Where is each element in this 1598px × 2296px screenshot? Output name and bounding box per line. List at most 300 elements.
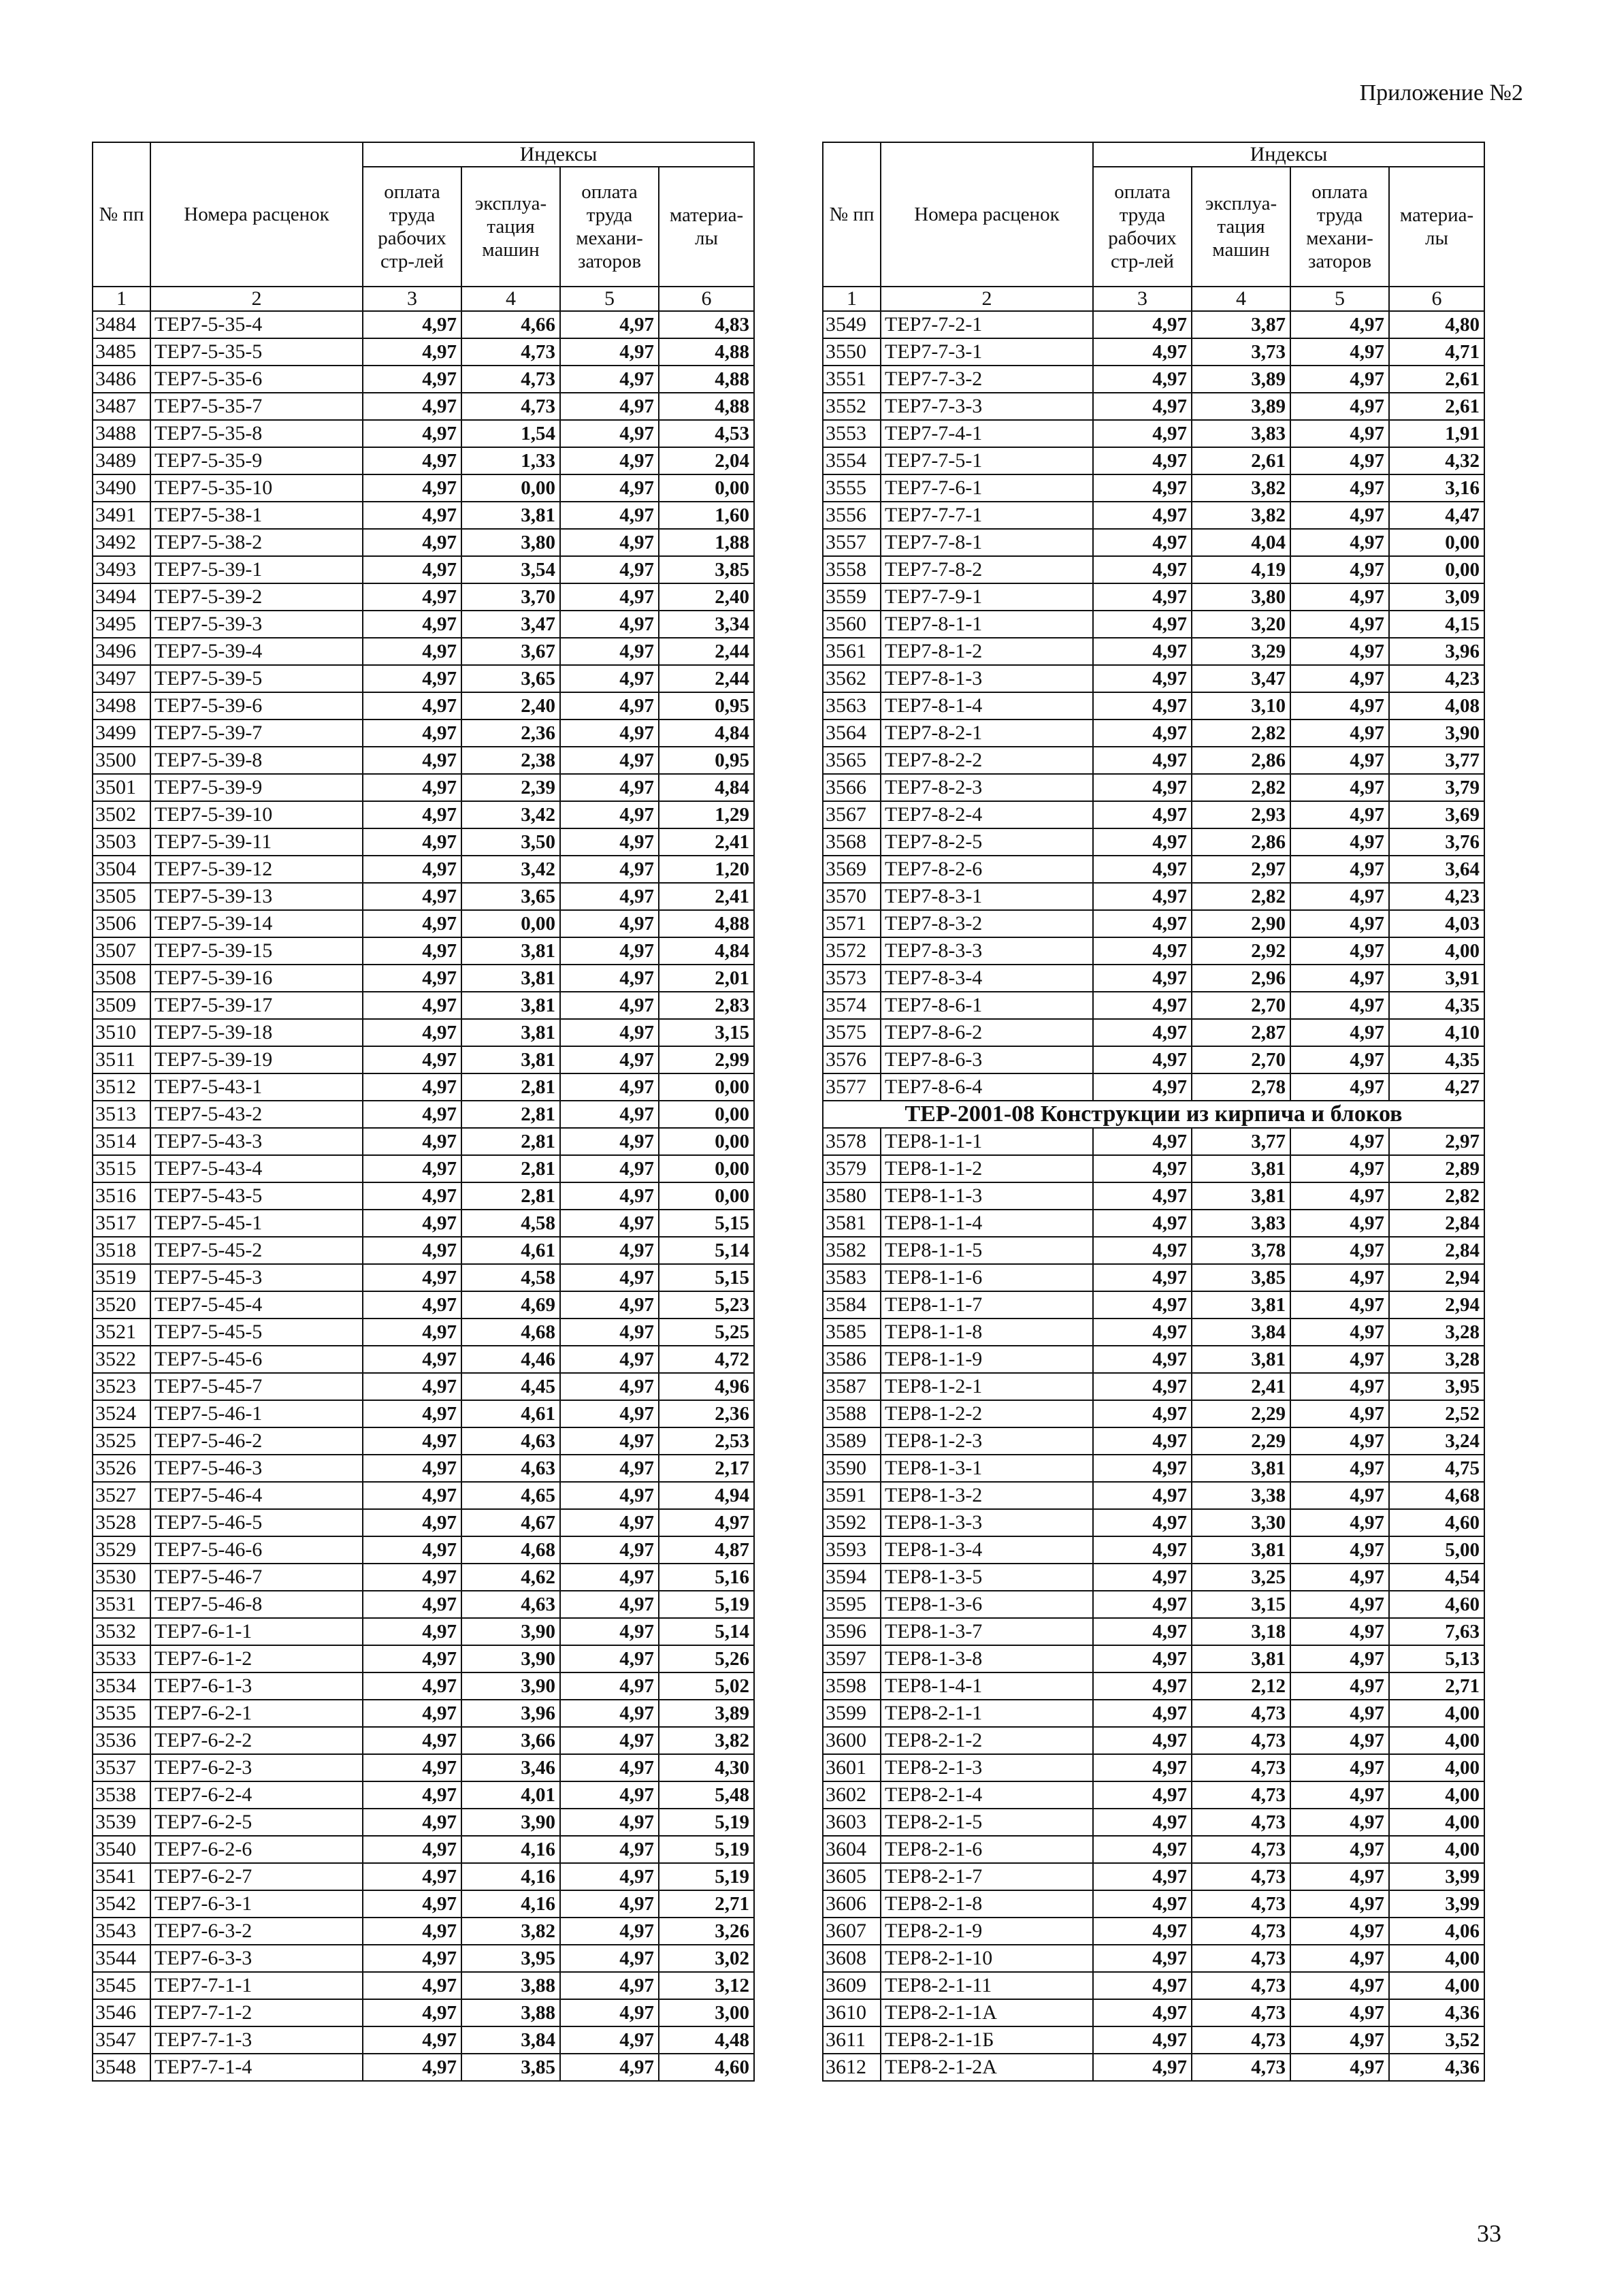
row-number: 3557 <box>823 529 881 556</box>
table-row <box>93 1319 754 1346</box>
machines-index: 3,81 <box>1192 1182 1290 1210</box>
row-number: 3591 <box>823 1482 881 1509</box>
operators-index: 4,97 <box>560 1618 659 1645</box>
operators-index: 4,97 <box>560 1400 659 1427</box>
operators-index: 4,97 <box>1290 1863 1389 1890</box>
labor-index: 4,97 <box>363 1591 461 1618</box>
table-row <box>823 1400 1484 1427</box>
rate-code: ТЕР7-5-39-16 <box>150 965 363 992</box>
table-row <box>823 1536 1484 1564</box>
row-number: 3580 <box>823 1182 881 1210</box>
row-number: 3536 <box>93 1727 150 1754</box>
row-number: 3577 <box>823 1073 881 1101</box>
rate-code: ТЕР8-1-1-8 <box>881 1319 1093 1346</box>
materials-index: 4,00 <box>1389 1754 1484 1781</box>
machines-index: 3,81 <box>461 502 560 529</box>
labor-index: 4,97 <box>363 856 461 883</box>
operators-index: 4,97 <box>1290 1482 1389 1509</box>
row-number: 3532 <box>93 1618 150 1645</box>
rate-code: ТЕР8-2-1-8 <box>881 1890 1093 1918</box>
row-number: 3518 <box>93 1237 150 1264</box>
row-number: 3554 <box>823 447 881 474</box>
labor-index: 4,97 <box>363 883 461 910</box>
operators-index: 4,97 <box>560 1046 659 1073</box>
row-number: 3576 <box>823 1046 881 1073</box>
table-row <box>93 1046 754 1073</box>
row-number: 3542 <box>93 1890 150 1918</box>
row-number: 3567 <box>823 801 881 828</box>
materials-index: 1,29 <box>659 801 754 828</box>
machines-index: 2,87 <box>1192 1019 1290 1046</box>
row-number: 3533 <box>93 1645 150 1672</box>
operators-index: 4,97 <box>1290 1618 1389 1645</box>
labor-index: 4,97 <box>1093 992 1192 1019</box>
rate-code: ТЕР7-5-39-8 <box>150 747 363 774</box>
row-number: 3587 <box>823 1373 881 1400</box>
labor-index: 4,97 <box>363 529 461 556</box>
rate-code: ТЕР8-1-1-4 <box>881 1210 1093 1237</box>
labor-index: 4,97 <box>1093 447 1192 474</box>
header-colnum: 3 <box>363 287 461 311</box>
labor-index: 4,97 <box>1093 1509 1192 1536</box>
operators-index: 4,97 <box>560 1210 659 1237</box>
operators-index: 4,97 <box>1290 2054 1389 2081</box>
operators-index: 4,97 <box>1290 1182 1389 1210</box>
rate-code: ТЕР7-5-45-4 <box>150 1291 363 1319</box>
operators-index: 4,97 <box>1290 1672 1389 1700</box>
operators-index: 4,97 <box>1290 1455 1389 1482</box>
header-group: Индексы <box>1093 142 1484 167</box>
rate-code: ТЕР7-6-2-4 <box>150 1781 363 1809</box>
machines-index: 2,78 <box>1192 1073 1290 1101</box>
materials-index: 4,15 <box>1389 611 1484 638</box>
labor-index: 4,97 <box>1093 1128 1192 1155</box>
labor-index: 4,97 <box>1093 1863 1192 1890</box>
machines-index: 3,70 <box>461 583 560 611</box>
table-row <box>823 1890 1484 1918</box>
operators-index: 4,97 <box>560 638 659 665</box>
labor-index: 4,97 <box>363 1809 461 1836</box>
table-row <box>93 1101 754 1128</box>
right-table-body-b <box>823 1128 1484 2081</box>
row-number: 3548 <box>93 2054 150 2081</box>
row-number: 3528 <box>93 1509 150 1536</box>
labor-index: 4,97 <box>1093 1482 1192 1509</box>
row-number: 3523 <box>93 1373 150 1400</box>
materials-index: 4,84 <box>659 937 754 965</box>
materials-index: 1,60 <box>659 502 754 529</box>
machines-index: 2,36 <box>461 719 560 747</box>
machines-index: 2,39 <box>461 774 560 801</box>
rate-code: ТЕР7-5-35-7 <box>150 393 363 420</box>
header-num: № пп <box>823 142 881 287</box>
table-row <box>823 1128 1484 1155</box>
materials-index: 0,95 <box>659 692 754 719</box>
row-number: 3545 <box>93 1972 150 1999</box>
operators-index: 4,97 <box>560 774 659 801</box>
machines-index: 3,73 <box>1192 338 1290 366</box>
machines-index: 4,73 <box>1192 1945 1290 1972</box>
operators-index: 4,97 <box>1290 1319 1389 1346</box>
row-number: 3573 <box>823 965 881 992</box>
row-number: 3531 <box>93 1591 150 1618</box>
machines-index: 3,82 <box>1192 502 1290 529</box>
machines-index: 2,92 <box>1192 937 1290 965</box>
table-row <box>823 910 1484 937</box>
rate-code: ТЕР7-7-7-1 <box>881 502 1093 529</box>
machines-index: 3,83 <box>1192 420 1290 447</box>
table-row <box>93 1754 754 1781</box>
table-row <box>823 338 1484 366</box>
machines-index: 3,47 <box>1192 665 1290 692</box>
materials-index: 2,71 <box>1389 1672 1484 1700</box>
table-row <box>823 937 1484 965</box>
rate-code: ТЕР7-5-39-2 <box>150 583 363 611</box>
operators-index: 4,97 <box>560 1182 659 1210</box>
labor-index: 4,97 <box>363 1128 461 1155</box>
labor-index: 4,97 <box>363 1319 461 1346</box>
operators-index: 4,97 <box>1290 856 1389 883</box>
header-labor: оплата труда рабочих стр-лей <box>363 167 461 287</box>
table-row <box>823 992 1484 1019</box>
rate-code: ТЕР7-6-1-2 <box>150 1645 363 1672</box>
rate-code: ТЕР7-8-2-4 <box>881 801 1093 828</box>
operators-index: 4,97 <box>1290 1727 1389 1754</box>
rate-code: ТЕР8-1-2-3 <box>881 1427 1093 1455</box>
table-row <box>823 1918 1484 1945</box>
table-row <box>823 1509 1484 1536</box>
operators-index: 4,97 <box>560 692 659 719</box>
row-number: 3586 <box>823 1346 881 1373</box>
rate-code: ТЕР7-5-43-5 <box>150 1182 363 1210</box>
rate-code: ТЕР8-2-1-2 <box>881 1727 1093 1754</box>
rate-code: ТЕР8-1-3-2 <box>881 1482 1093 1509</box>
table-row <box>93 1672 754 1700</box>
machines-index: 3,81 <box>1192 1346 1290 1373</box>
rate-code: ТЕР8-2-1-7 <box>881 1863 1093 1890</box>
operators-index: 4,97 <box>560 2026 659 2054</box>
table-row <box>823 692 1484 719</box>
rate-code: ТЕР8-1-1-2 <box>881 1155 1093 1182</box>
operators-index: 4,97 <box>560 1101 659 1128</box>
row-number: 3535 <box>93 1700 150 1727</box>
materials-index: 5,00 <box>1389 1536 1484 1564</box>
machines-index: 4,73 <box>461 338 560 366</box>
header-operators: оплата труда механи-заторов <box>1290 167 1389 287</box>
labor-index: 4,97 <box>363 638 461 665</box>
rate-code: ТЕР7-5-38-1 <box>150 502 363 529</box>
row-number: 3583 <box>823 1264 881 1291</box>
labor-index: 4,97 <box>1093 556 1192 583</box>
header-operators: оплата труда механи-заторов <box>560 167 659 287</box>
labor-index: 4,97 <box>363 1210 461 1237</box>
materials-index: 3,28 <box>1389 1346 1484 1373</box>
header-colnum: 4 <box>1192 287 1290 311</box>
materials-index: 3,12 <box>659 1972 754 1999</box>
rate-code: ТЕР7-8-3-3 <box>881 937 1093 965</box>
machines-index: 2,81 <box>461 1128 560 1155</box>
machines-index: 4,65 <box>461 1482 560 1509</box>
labor-index: 4,97 <box>363 1346 461 1373</box>
row-number: 3590 <box>823 1455 881 1482</box>
materials-index: 4,83 <box>659 311 754 338</box>
labor-index: 4,97 <box>1093 338 1192 366</box>
materials-index: 3,99 <box>1389 1890 1484 1918</box>
machines-index: 2,12 <box>1192 1672 1290 1700</box>
rate-code: ТЕР7-5-39-5 <box>150 665 363 692</box>
machines-index: 3,81 <box>1192 1536 1290 1564</box>
rate-code: ТЕР7-8-2-1 <box>881 719 1093 747</box>
rate-code: ТЕР7-5-45-3 <box>150 1264 363 1291</box>
rate-code: ТЕР7-5-45-1 <box>150 1210 363 1237</box>
machines-index: 4,73 <box>1192 1863 1290 1890</box>
row-number: 3552 <box>823 393 881 420</box>
rate-code: ТЕР7-7-5-1 <box>881 447 1093 474</box>
operators-index: 4,97 <box>1290 1890 1389 1918</box>
materials-index: 2,04 <box>659 447 754 474</box>
table-row <box>93 1427 754 1455</box>
table-row <box>93 1727 754 1754</box>
rate-code: ТЕР7-5-39-11 <box>150 828 363 856</box>
machines-index: 2,90 <box>1192 910 1290 937</box>
machines-index: 2,70 <box>1192 1046 1290 1073</box>
labor-index: 4,97 <box>363 611 461 638</box>
materials-index: 4,68 <box>1389 1482 1484 1509</box>
table-row <box>93 1073 754 1101</box>
table-row <box>93 1945 754 1972</box>
row-number: 3604 <box>823 1836 881 1863</box>
materials-index: 3,64 <box>1389 856 1484 883</box>
table-row <box>823 1999 1484 2026</box>
table-row <box>823 1237 1484 1264</box>
materials-index: 5,25 <box>659 1319 754 1346</box>
labor-index: 4,97 <box>1093 801 1192 828</box>
table-row <box>823 1264 1484 1291</box>
rate-code: ТЕР7-6-3-1 <box>150 1890 363 1918</box>
table-row <box>93 910 754 937</box>
labor-index: 4,97 <box>1093 638 1192 665</box>
rate-code: ТЕР8-2-1-6 <box>881 1836 1093 1863</box>
machines-index: 3,88 <box>461 1972 560 1999</box>
materials-index: 2,82 <box>1389 1182 1484 1210</box>
row-number: 3499 <box>93 719 150 747</box>
machines-index: 0,00 <box>461 474 560 502</box>
table-row <box>823 1700 1484 1727</box>
table-row <box>823 1836 1484 1863</box>
labor-index: 4,97 <box>1093 1564 1192 1591</box>
rate-code: ТЕР7-7-1-1 <box>150 1972 363 1999</box>
materials-index: 4,23 <box>1389 665 1484 692</box>
labor-index: 4,97 <box>1093 1645 1192 1672</box>
machines-index: 4,73 <box>461 366 560 393</box>
labor-index: 4,97 <box>1093 1182 1192 1210</box>
machines-index: 4,73 <box>1192 1754 1290 1781</box>
operators-index: 4,97 <box>1290 1536 1389 1564</box>
operators-index: 4,97 <box>560 1536 659 1564</box>
operators-index: 4,97 <box>560 1073 659 1101</box>
materials-index: 4,00 <box>1389 1700 1484 1727</box>
machines-index: 4,61 <box>461 1237 560 1264</box>
machines-index: 3,67 <box>461 638 560 665</box>
rate-code: ТЕР7-5-46-6 <box>150 1536 363 1564</box>
materials-index: 4,88 <box>659 366 754 393</box>
rate-code: ТЕР7-5-35-9 <box>150 447 363 474</box>
row-number: 3546 <box>93 1999 150 2026</box>
row-number: 3509 <box>93 992 150 1019</box>
materials-index: 4,08 <box>1389 692 1484 719</box>
section-title: ТЕР-2001-08 Конструкции из кирпича и блоков <box>823 1101 1484 1128</box>
labor-index: 4,97 <box>1093 1291 1192 1319</box>
operators-index: 4,97 <box>1290 1509 1389 1536</box>
table-row <box>93 529 754 556</box>
labor-index: 4,97 <box>1093 1237 1192 1264</box>
machines-index: 3,81 <box>1192 1291 1290 1319</box>
operators-index: 4,97 <box>560 1781 659 1809</box>
labor-index: 4,97 <box>363 1237 461 1264</box>
row-number: 3527 <box>93 1482 150 1509</box>
header-colnum: 6 <box>1389 287 1484 311</box>
rate-code: ТЕР7-5-46-5 <box>150 1509 363 1536</box>
rate-code: ТЕР7-8-6-4 <box>881 1073 1093 1101</box>
operators-index: 4,97 <box>560 1019 659 1046</box>
materials-index: 4,60 <box>1389 1509 1484 1536</box>
materials-index: 4,00 <box>1389 1781 1484 1809</box>
rate-code: ТЕР7-5-45-5 <box>150 1319 363 1346</box>
operators-index: 4,97 <box>560 474 659 502</box>
labor-index: 4,97 <box>363 1836 461 1863</box>
machines-index: 3,65 <box>461 665 560 692</box>
row-number: 3574 <box>823 992 881 1019</box>
labor-index: 4,97 <box>363 502 461 529</box>
materials-index: 2,52 <box>1389 1400 1484 1427</box>
rate-code: ТЕР7-8-3-1 <box>881 883 1093 910</box>
table-row <box>93 583 754 611</box>
rate-code: ТЕР7-5-39-13 <box>150 883 363 910</box>
labor-index: 4,97 <box>1093 1019 1192 1046</box>
machines-index: 4,73 <box>1192 1836 1290 1863</box>
table-row <box>823 1618 1484 1645</box>
operators-index: 4,97 <box>560 1591 659 1618</box>
row-number: 3513 <box>93 1101 150 1128</box>
machines-index: 2,41 <box>1192 1373 1290 1400</box>
operators-index: 4,97 <box>560 1155 659 1182</box>
rate-code: ТЕР8-2-1-1Б <box>881 2026 1093 2054</box>
operators-index: 4,97 <box>1290 1700 1389 1727</box>
table-row <box>93 1400 754 1427</box>
row-number: 3606 <box>823 1890 881 1918</box>
materials-index: 2,94 <box>1389 1291 1484 1319</box>
labor-index: 4,97 <box>363 1618 461 1645</box>
machines-index: 2,82 <box>1192 883 1290 910</box>
row-number: 3507 <box>93 937 150 965</box>
rate-code: ТЕР7-7-3-3 <box>881 393 1093 420</box>
labor-index: 4,97 <box>363 311 461 338</box>
row-number: 3498 <box>93 692 150 719</box>
machines-index: 2,81 <box>461 1155 560 1182</box>
table-row <box>823 311 1484 338</box>
materials-index: 1,88 <box>659 529 754 556</box>
machines-index: 3,82 <box>1192 474 1290 502</box>
machines-index: 4,73 <box>1192 1918 1290 1945</box>
rate-code: ТЕР7-8-3-4 <box>881 965 1093 992</box>
machines-index: 4,73 <box>1192 1781 1290 1809</box>
materials-index: 5,14 <box>659 1618 754 1645</box>
section-row <box>823 1101 1484 1128</box>
labor-index: 4,97 <box>1093 311 1192 338</box>
machines-index: 3,85 <box>461 2054 560 2081</box>
labor-index: 4,97 <box>363 801 461 828</box>
operators-index: 4,97 <box>560 1754 659 1781</box>
materials-index: 3,26 <box>659 1918 754 1945</box>
rate-code: ТЕР8-1-1-9 <box>881 1346 1093 1373</box>
materials-index: 2,41 <box>659 828 754 856</box>
operators-index: 4,97 <box>1290 965 1389 992</box>
operators-index: 4,97 <box>1290 1291 1389 1319</box>
materials-index: 2,94 <box>1389 1264 1484 1291</box>
operators-index: 4,97 <box>1290 719 1389 747</box>
table-row <box>823 1155 1484 1182</box>
materials-index: 4,06 <box>1389 1918 1484 1945</box>
table-row <box>823 1809 1484 1836</box>
table-row <box>823 747 1484 774</box>
materials-index: 2,40 <box>659 583 754 611</box>
rate-code: ТЕР7-8-6-3 <box>881 1046 1093 1073</box>
rate-code: ТЕР7-8-1-3 <box>881 665 1093 692</box>
rate-code: ТЕР8-1-3-7 <box>881 1618 1093 1645</box>
rate-code: ТЕР8-1-3-5 <box>881 1564 1093 1591</box>
operators-index: 4,97 <box>1290 1210 1389 1237</box>
materials-index: 5,19 <box>659 1836 754 1863</box>
materials-index: 0,00 <box>659 1073 754 1101</box>
row-number: 3512 <box>93 1073 150 1101</box>
table-row <box>823 583 1484 611</box>
materials-index: 4,48 <box>659 2026 754 2054</box>
operators-index: 4,97 <box>1290 393 1389 420</box>
row-number: 3592 <box>823 1509 881 1536</box>
operators-index: 4,97 <box>560 828 659 856</box>
row-number: 3550 <box>823 338 881 366</box>
table-row <box>93 1128 754 1155</box>
row-number: 3558 <box>823 556 881 583</box>
table-row <box>823 1591 1484 1618</box>
labor-index: 4,97 <box>363 992 461 1019</box>
rate-code: ТЕР7-5-39-7 <box>150 719 363 747</box>
machines-index: 3,81 <box>461 1046 560 1073</box>
materials-index: 4,88 <box>659 338 754 366</box>
materials-index: 3,90 <box>1389 719 1484 747</box>
materials-index: 4,84 <box>659 774 754 801</box>
row-number: 3539 <box>93 1809 150 1836</box>
table-row <box>93 338 754 366</box>
row-number: 3511 <box>93 1046 150 1073</box>
operators-index: 4,97 <box>1290 1046 1389 1073</box>
operators-index: 4,97 <box>560 1836 659 1863</box>
operators-index: 4,97 <box>560 1509 659 1536</box>
row-number: 3547 <box>93 2026 150 2054</box>
labor-index: 4,97 <box>363 1781 461 1809</box>
table-row <box>93 611 754 638</box>
labor-index: 4,97 <box>1093 502 1192 529</box>
rate-code: ТЕР7-5-35-8 <box>150 420 363 447</box>
machines-index: 3,42 <box>461 801 560 828</box>
operators-index: 4,97 <box>1290 447 1389 474</box>
machines-index: 3,46 <box>461 1754 560 1781</box>
row-number: 3537 <box>93 1754 150 1781</box>
table-row <box>823 447 1484 474</box>
row-number: 3543 <box>93 1918 150 1945</box>
labor-index: 4,97 <box>363 1427 461 1455</box>
machines-index: 3,81 <box>461 937 560 965</box>
